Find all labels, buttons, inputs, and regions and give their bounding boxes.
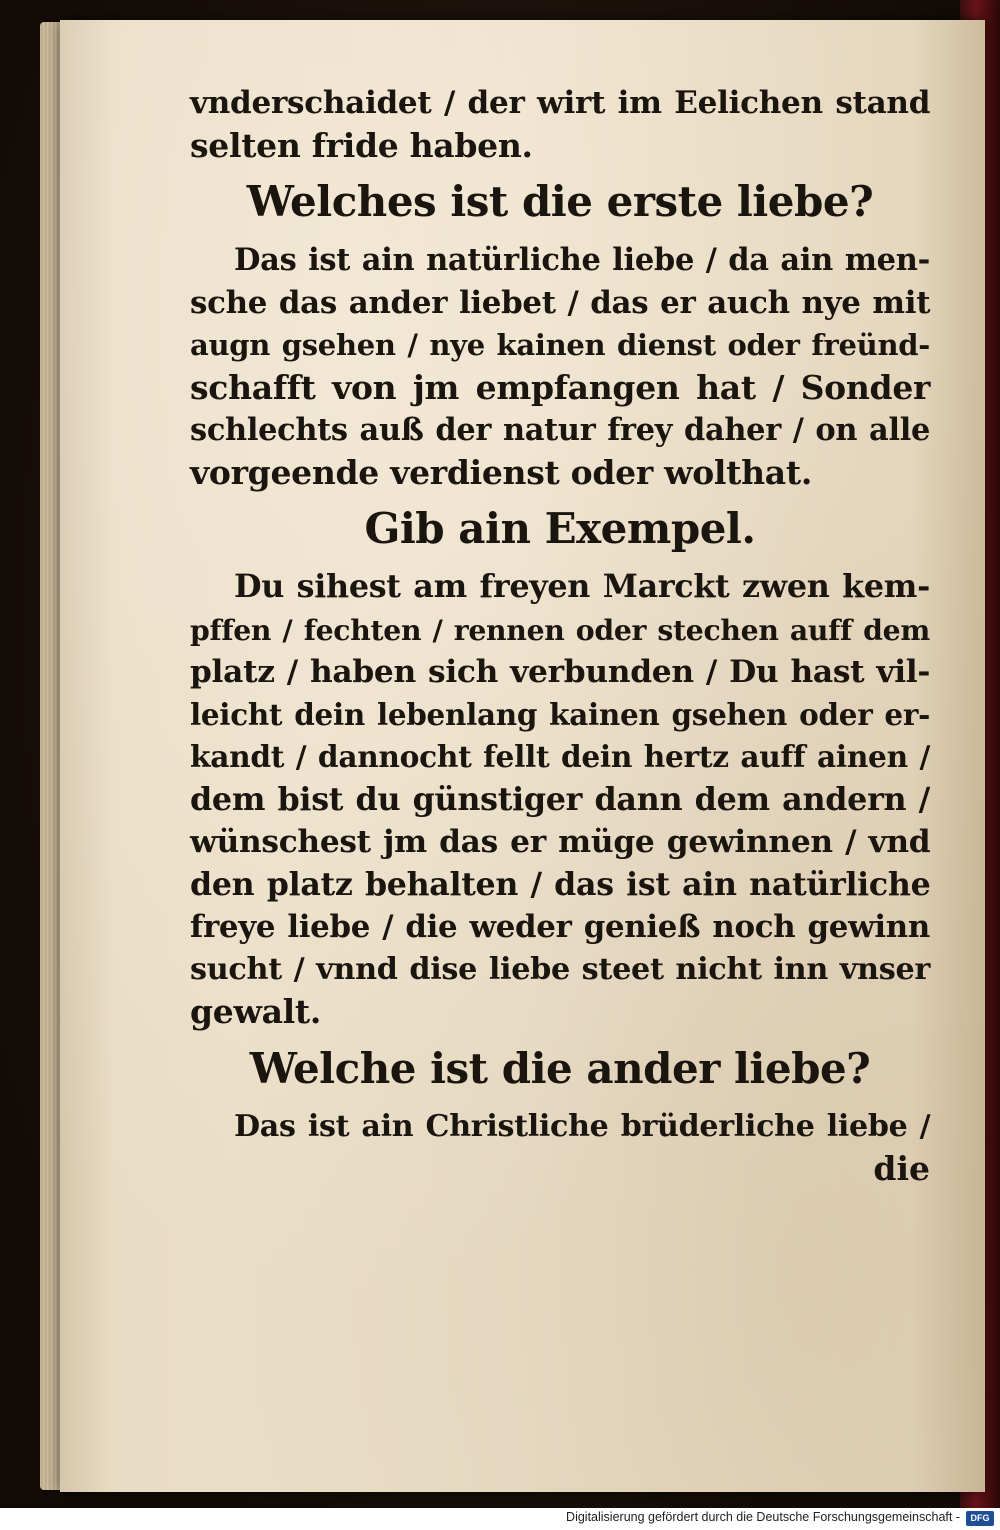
text-line: gewalt. [190, 992, 322, 1031]
text-line: pffen / fechten / rennen oder stechen auff dem [190, 612, 930, 647]
text-line: vorgeende verdienst oder wolthat. [190, 452, 813, 492]
text-line: sche das ander liebet / das er auch nye mit [190, 284, 931, 321]
catchword: die [873, 1149, 930, 1188]
text-line: leicht dein lebenlang kainen gsehen oder er- [190, 696, 930, 732]
text-line: selten fride haben. [190, 125, 533, 165]
text-line: schafft von jm empfangen hat / Sonder [190, 367, 931, 407]
text-line: platz / haben sich verbunden / Du hast vil- [190, 654, 931, 690]
footer-bar [0, 1508, 1000, 1530]
section-heading: Welches ist die erste liebe? [246, 177, 874, 226]
book-page [60, 20, 985, 1492]
text-line: schlechts auß der natur frey daher / on alle [190, 412, 930, 448]
text-line: Das ist ain natürliche liebe / da ain men- [234, 242, 930, 278]
text-line: vnderschaidet / der wirt im Eelichen stand [190, 85, 931, 121]
text-line: freye liebe / die weder genieß noch gewinn [190, 909, 930, 945]
text-line: kandt / dannocht fellt dein hertz auff ainen / [190, 739, 930, 774]
text-line: dem bist du günstiger dann dem andern / [190, 780, 930, 818]
text-line: wünschest jm das er müge gewinnen / vnd [190, 824, 931, 860]
text-line: Das ist ain Christliche brüderliche liebe / [234, 1108, 931, 1144]
text-line: augn gsehen / nye kainen dienst oder freünd- [190, 328, 930, 362]
text-line: Du sihest am freyen Marckt zwen kem- [234, 568, 930, 605]
section-heading: Welche ist die ander liebe? [249, 1043, 871, 1093]
text-line: den platz behalten / das ist ain natürliche [190, 865, 931, 903]
page-text [190, 82, 930, 1190]
text-line: sucht / vnnd dise liebe steet nicht inn vnser [190, 951, 931, 987]
section-heading: Gib ain Exempel. [364, 504, 756, 553]
funding-credit: Digitalisierung gefördert durch die Deutsche Forschungsgemeinschaft - [566, 1510, 960, 1524]
dfg-logo-icon: DFG [966, 1511, 994, 1526]
